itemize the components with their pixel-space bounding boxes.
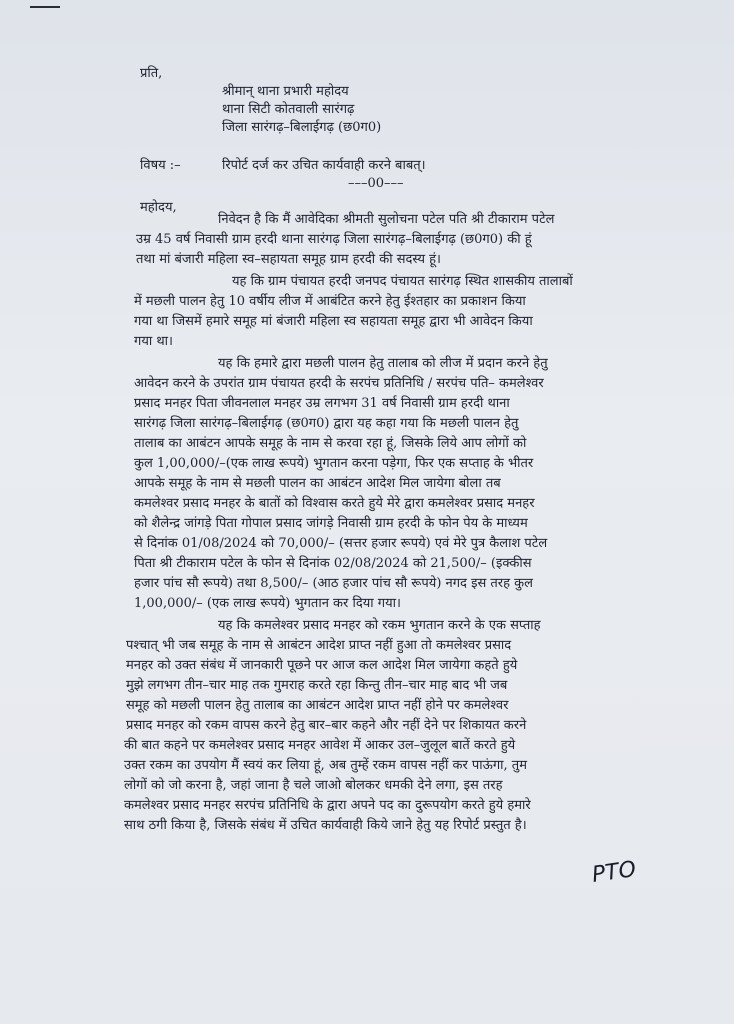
- body-line: मनहर को उक्त संबंध में जानकारी पूछने पर आज कल आदेश मिल जायेगा कहते हुये: [126, 658, 518, 673]
- body-line: को शैलेन्द्र जांगड़े पिता गोपाल प्रसाद जांगड़े निवासी ग्राम हरदी के फोन पेय के माध्यम: [134, 516, 528, 531]
- body-line: निवेदन है कि मैं आवेदिका श्रीमती सुलोचना पटेल पति श्री टीकाराम पटेल: [218, 212, 555, 227]
- subject-divider: –––00–––: [348, 176, 404, 191]
- body-line: पश्चात् भी जब समूह के नाम से आबंटन आदेश प्राप्त नहीं हुआ तो कमलेश्वर प्रसाद: [126, 638, 512, 653]
- body-line: गया था।: [134, 334, 173, 349]
- address-recipient: श्रीमान् थाना प्रभारी महोदय: [222, 84, 349, 99]
- body-line: हजार पांच सौ रूपये) तथा 8,500/– (आठ हजार पांच सौ रूपये) नगद इस तरह कुल: [134, 576, 533, 591]
- body-line: आपके समूह के नाम से मछली पालन का आबंटन आदेश मिल जायेगा बोला तब: [134, 476, 501, 491]
- body-line: कमलेश्वर प्रसाद मनहर के बातों को विश्वास करते हुये मेरे द्वारा कमलेश्वर प्रसाद मनहर: [134, 496, 535, 511]
- address-to: प्रति,: [140, 66, 163, 81]
- body-line: लोगों को जो करना है, जहां जाना है चले जाओ बोलकर धमकी देने लगा, इस तरह: [124, 778, 503, 793]
- body-line: पिता श्री टीकाराम पटेल के फोन से दिनांक 02/08/2024 को 21,500/– (इक्कीस: [134, 556, 532, 571]
- body-line: समूह को मछली पालन हेतु तालाब का आबंटन आदेश प्राप्त नहीं होने पर कमलेश्वर: [126, 698, 509, 713]
- body-line: आवेदन करने के उपरांत ग्राम पंचायत हरदी के सरपंच प्रतिनिधि / सरपंच पति– कमलेश्वर: [134, 376, 544, 391]
- body-line: यह कि कमलेश्वर प्रसाद मनहर को रकम भुगतान करने के एक सप्ताह: [218, 618, 541, 633]
- body-line: तालाब का आबंटन आपके समूह के नाम से करवा रहा हूं, जिसके लिये आप लोगों को: [134, 436, 527, 451]
- body-line: 1,00,000/– (एक लाख रूपये) भुगतान कर दिया गया।: [134, 596, 401, 611]
- body-line: की बात कहने पर कमलेश्वर प्रसाद मनहर आवेश में आकर उल–जुलूल बातें करते हुये: [124, 738, 516, 753]
- body-line: उक्त रकम का उपयोग मैं स्वयं कर लिया हूं, अब तुम्हें रकम वापस नहीं कर पाऊंगा, तुम: [124, 758, 527, 773]
- body-line: कुल 1,00,000/–(एक लाख रूपये) भुगतान करना पड़ेगा, फिर एक सप्ताह के भीतर: [134, 456, 534, 471]
- body-line: में मछली पालन हेतु 10 वर्षीय लीज में आबंटित करने हेतु ईश्तहार का प्रकाशन किया: [134, 294, 526, 309]
- handwritten-pto: PTO: [590, 857, 638, 888]
- subject-text: रिपोर्ट दर्ज कर उचित कार्यवाही करने बाबत्।: [222, 158, 426, 173]
- address-district: जिला सारंगढ़–बिलाईगढ़ (छ0ग0): [222, 120, 382, 135]
- body-line: कमलेश्वर प्रसाद मनहर सरपंच प्रतिनिधि के द्वारा अपने पद का दुरूपयोग करते हुये हमारे: [124, 798, 531, 813]
- body-line: यह कि ग्राम पंचायत हरदी जनपद पंचायत सारंगढ़ स्थित शासकीय तालाबों: [232, 274, 573, 289]
- body-line: गया था जिसमें हमारे समूह मां बंजारी महिला स्व सहायता समूह द्वारा भी आवेदन किया: [134, 314, 533, 329]
- address-station: थाना सिटी कोतवाली सारंगढ़: [222, 102, 355, 117]
- body-line: सारंगढ़ जिला सारंगढ़–बिलाईगढ़ (छ0ग0) द्वारा यह कहा गया कि मछली पालन हेतु: [134, 416, 519, 431]
- body-line: साथ ठगी किया है, जिसके संबंध में उचित कार्यवाही किये जाने हेतु यह रिपोर्ट प्रस्तुत है।: [124, 818, 527, 833]
- body-line: प्रसाद मनहर को रकम वापस करने हेतु बार–बार कहने और नहीं देने पर शिकायत करने: [126, 718, 527, 733]
- top-mark: [30, 6, 60, 8]
- body-line: से दिनांक 01/08/2024 को 70,000/– (सत्तर हजार रूपये) एवं मेरे पुत्र कैलाश पटेल: [134, 536, 548, 551]
- body-line: तथा मां बंजारी महिला स्व–सहायता समूह ग्राम हरदी की सदस्य हूं।: [136, 252, 441, 267]
- body-line: प्रसाद मनहर पिता जीवनलाल मनहर उम्र लगभग 31 वर्ष निवासी ग्राम हरदी थाना: [134, 396, 510, 411]
- salutation: महोदय,: [140, 200, 177, 215]
- body-line: मुझे लगभग तीन–चार माह तक गुमराह करते रहा किन्तु तीन–चार माह बाद भी जब: [126, 678, 508, 693]
- subject-label: विषय :–: [140, 158, 181, 173]
- body-line: यह कि हमारे द्वारा मछली पालन हेतु तालाब को लीज में प्रदान करने हेतु: [218, 356, 548, 371]
- body-line: उम्र 45 वर्ष निवासी ग्राम हरदी थाना सारंगढ़ जिला सारंगढ़–बिलाईगढ़ (छ0ग0) की हूं: [136, 232, 532, 247]
